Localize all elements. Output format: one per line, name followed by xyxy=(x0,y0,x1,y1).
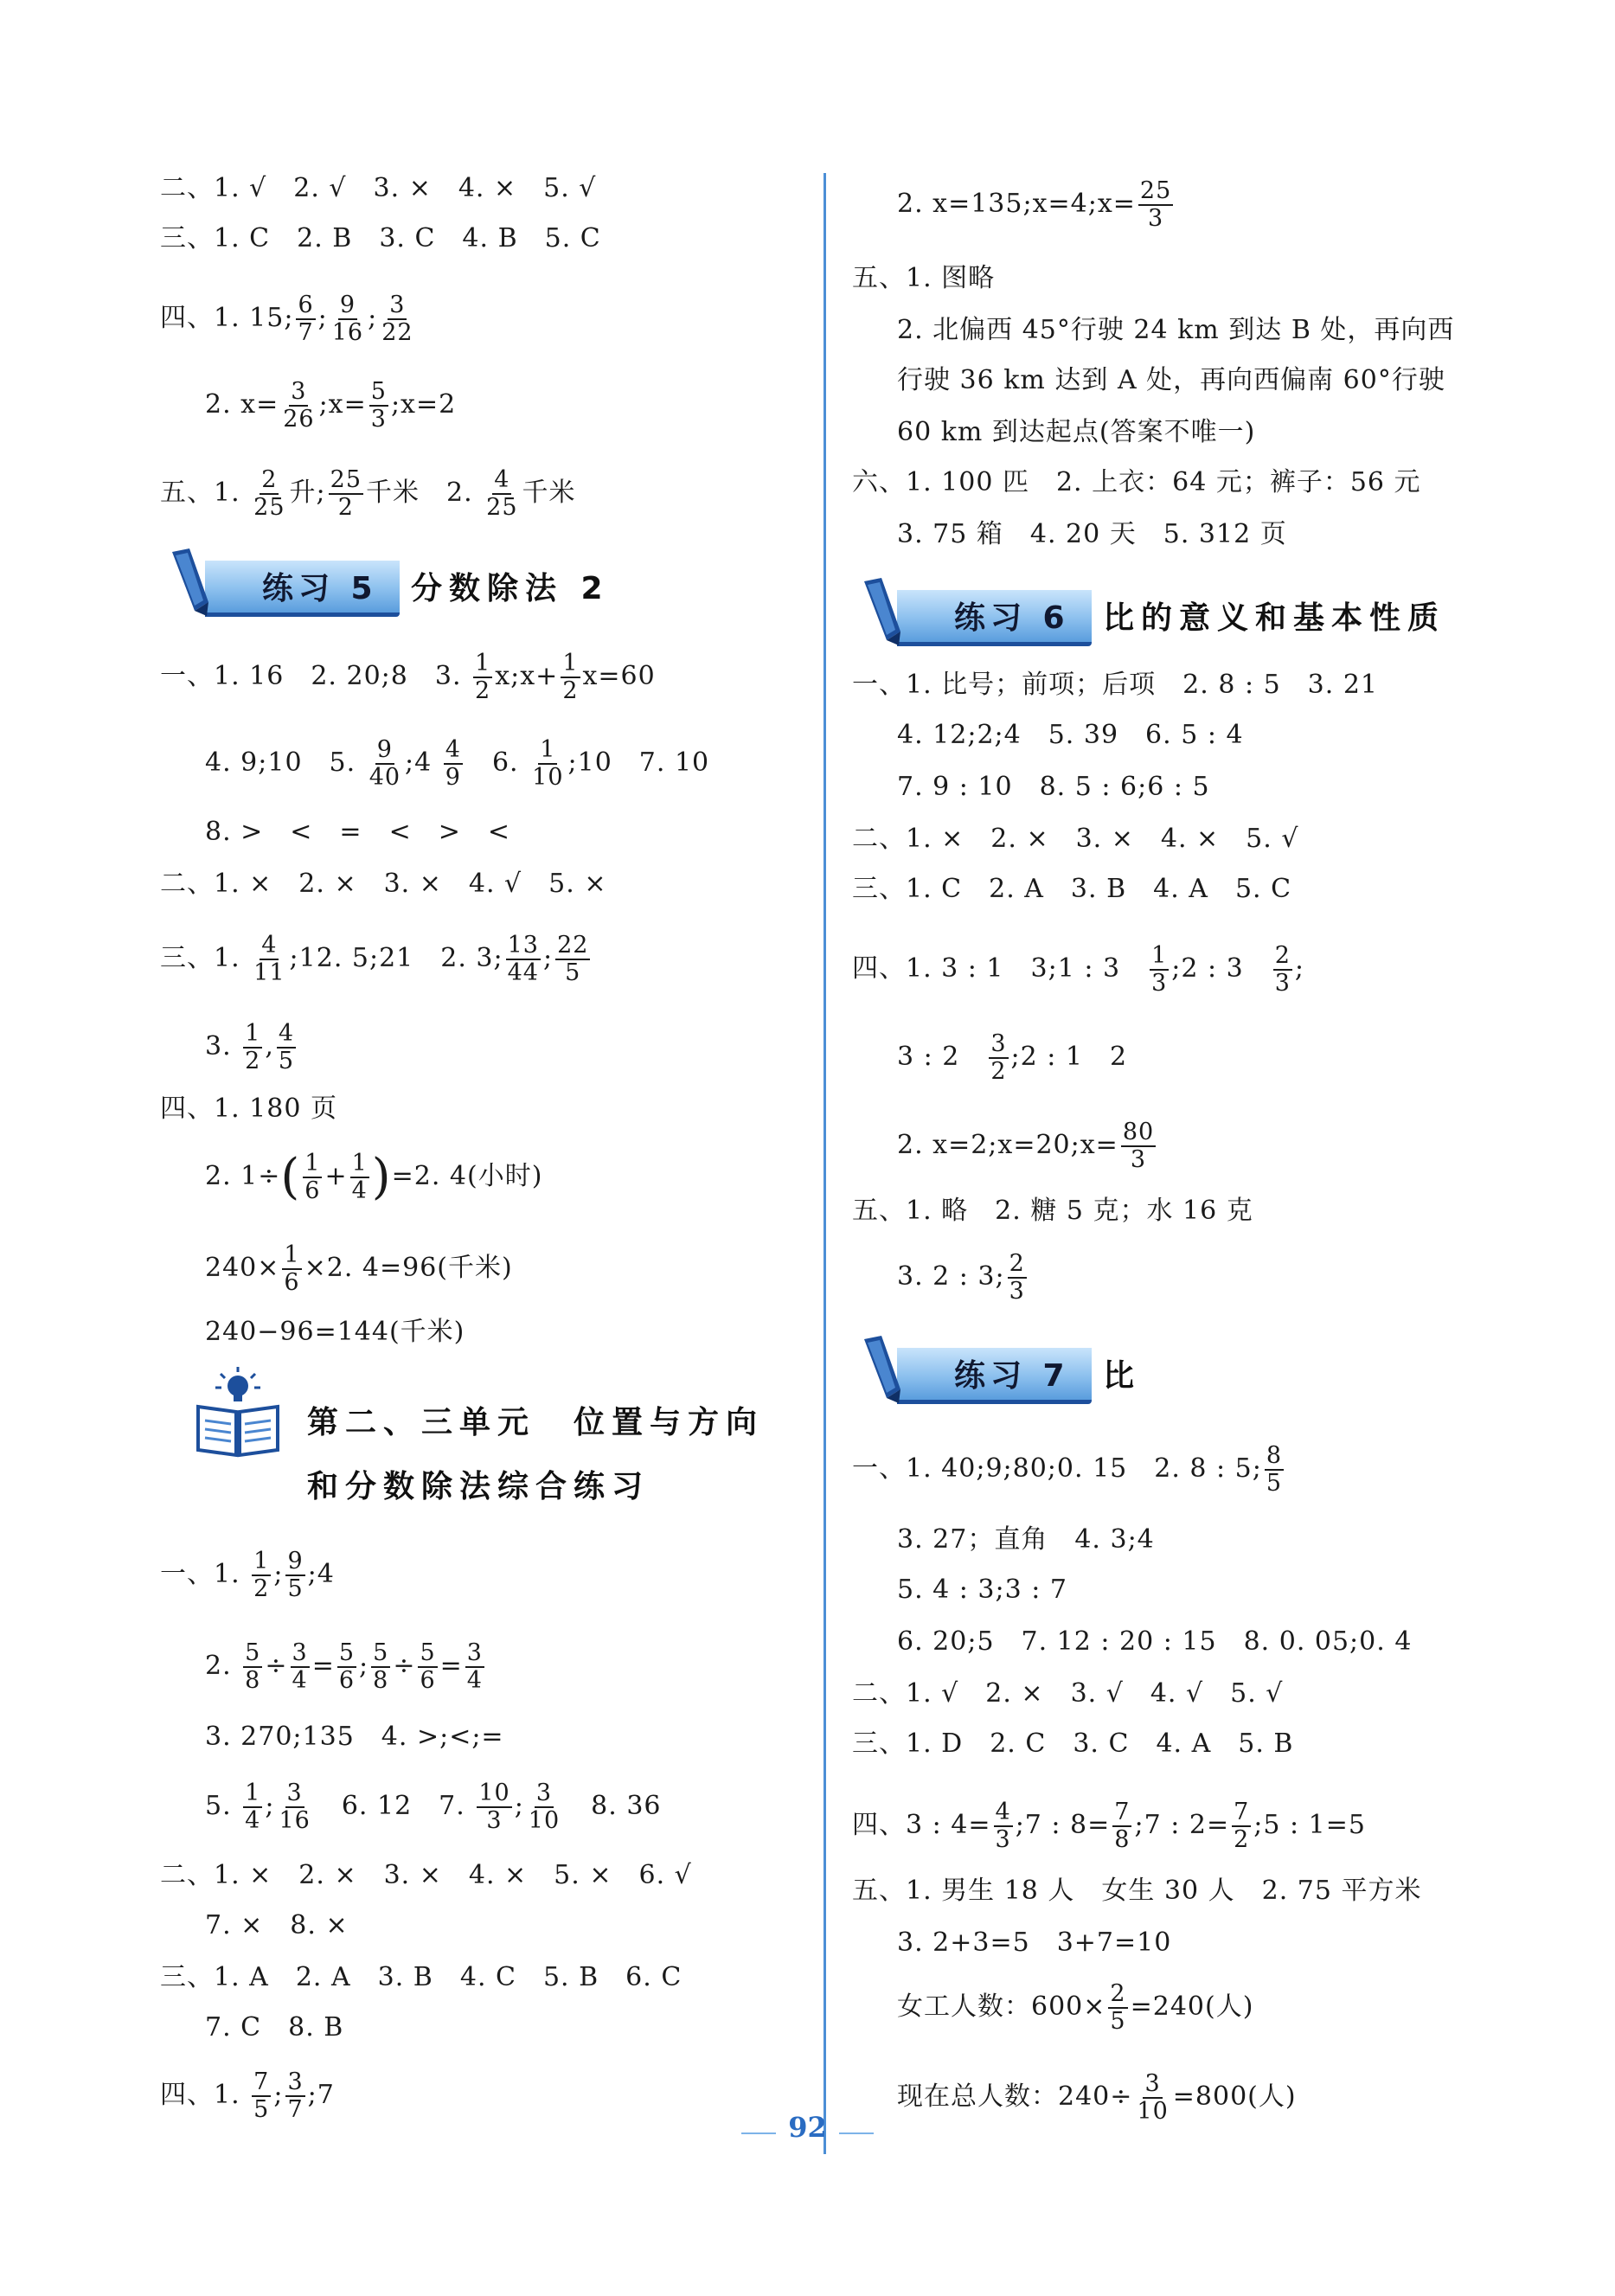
fraction-numerator: 13 xyxy=(507,932,539,959)
answer-line xyxy=(205,1021,298,1074)
text-fragment: 2. x=2;x=20;x= xyxy=(897,1130,1118,1160)
fraction-denominator: 9 xyxy=(445,764,461,791)
text-fragment: =2. 4(小时) xyxy=(391,1161,543,1191)
fraction-denominator: 5 xyxy=(278,1048,295,1074)
answer-line: 3. 75 箱 4. 20 天 5. 312 页 xyxy=(897,519,1287,549)
fraction xyxy=(477,1780,511,1834)
fraction-numerator: 8 xyxy=(1266,1442,1283,1469)
fraction-numerator: 5 xyxy=(245,1639,261,1666)
text-fragment: ;4 xyxy=(405,747,441,778)
text-fragment: ;5 : 1=5 xyxy=(1253,1810,1366,1840)
text-fragment: ÷ xyxy=(393,1651,416,1681)
section-label: 练习 6 xyxy=(954,600,1070,636)
answer-line xyxy=(897,178,1176,232)
fraction-denominator: 7 xyxy=(298,319,314,346)
fraction-numerator: 5 xyxy=(420,1639,436,1666)
fraction-numerator: 1 xyxy=(304,1150,321,1177)
answer-line: 6. 20;5 7. 12 : 20 : 15 8. 0. 05;0. 4 xyxy=(897,1626,1413,1657)
text-fragment: 3 : 2 xyxy=(897,1042,987,1072)
text-fragment: ; xyxy=(514,1791,524,1821)
fraction xyxy=(1112,1799,1131,1853)
fraction-numerator: 3 xyxy=(389,292,406,318)
text-fragment: ;2 : 3 xyxy=(1171,953,1271,984)
answer-line: 三、1. C 2. B 3. C 4. B 5. C xyxy=(160,223,601,253)
unit-title-line2: 和分数除法综合练习 xyxy=(307,1469,650,1504)
answer-line: 四、1. 180 页 xyxy=(160,1093,337,1124)
text-fragment: =800(人) xyxy=(1172,2081,1297,2112)
fraction xyxy=(350,1151,369,1204)
fraction-denominator: 10 xyxy=(1137,2098,1169,2125)
fraction xyxy=(291,1640,310,1694)
text-fragment: ; xyxy=(368,303,378,333)
fraction-denominator: 22 xyxy=(381,319,413,346)
answer-line xyxy=(160,292,418,346)
marker-icon xyxy=(856,578,904,647)
fraction xyxy=(369,379,388,433)
left-column xyxy=(160,0,800,2296)
fraction xyxy=(527,1780,561,1834)
fraction-denominator: 3 xyxy=(370,406,387,433)
fraction xyxy=(1108,1981,1127,2035)
fraction-numerator: 7 xyxy=(253,2068,270,2095)
fraction-numerator: 25 xyxy=(1139,177,1172,204)
answer-line: 二、1. √ 2. √ 3. × 4. × 5. √ xyxy=(160,173,597,203)
text-fragment: = xyxy=(439,1651,463,1681)
fraction xyxy=(506,933,541,986)
fraction-denominator: 40 xyxy=(369,764,401,791)
fraction-denominator: 16 xyxy=(331,319,364,346)
fraction-numerator: 2 xyxy=(1110,1980,1126,2007)
answer-line: 五、1. 略 2. 糖 5 克；水 16 克 xyxy=(852,1196,1253,1226)
answer-line xyxy=(852,1799,1366,1853)
fraction xyxy=(530,737,565,791)
fraction-numerator: 1 xyxy=(351,1150,368,1177)
fraction-numerator: 9 xyxy=(287,1548,304,1574)
text-fragment: x;x+ xyxy=(495,661,559,691)
answer-line xyxy=(205,1780,662,1834)
fraction-numerator: 10 xyxy=(478,1780,510,1806)
fraction-numerator: 1 xyxy=(1151,942,1168,969)
fraction-denominator: 6 xyxy=(284,1269,300,1296)
right-column xyxy=(852,0,1544,2296)
fraction xyxy=(285,1549,304,1602)
fraction xyxy=(252,1549,271,1602)
fraction xyxy=(418,1640,437,1694)
answer-line xyxy=(897,1031,1127,1085)
answer-line xyxy=(205,1151,542,1204)
fraction xyxy=(555,933,590,986)
parenthesis: ( xyxy=(280,1149,301,1205)
fraction-denominator: 2 xyxy=(253,1575,270,1602)
fraction xyxy=(330,292,365,346)
answer-line: 7. C 8. B xyxy=(205,2012,344,2043)
book-idea-icon xyxy=(195,1365,281,1460)
text-fragment: ;7 : 2= xyxy=(1134,1810,1230,1840)
fraction xyxy=(1232,1799,1251,1853)
text-fragment: x=60 xyxy=(582,661,656,691)
fraction-denominator: 5 xyxy=(253,2096,270,2123)
section-header-7 xyxy=(852,1332,1475,1415)
fraction-numerator: 1 xyxy=(253,1548,270,1574)
fraction xyxy=(329,467,363,521)
section-title: 分数除法 2 xyxy=(411,571,610,606)
fraction-denominator: 3 xyxy=(1147,205,1164,232)
text-fragment: 2. x= xyxy=(205,389,279,420)
answer-line xyxy=(160,933,593,986)
fraction-denominator: 4 xyxy=(466,1667,483,1694)
fraction-numerator: 4 xyxy=(278,1020,295,1047)
fraction xyxy=(277,1021,296,1074)
fraction-denominator: 3 xyxy=(1274,970,1291,997)
answer-line xyxy=(897,1119,1158,1173)
text-fragment: 3. xyxy=(205,1031,241,1061)
text-fragment: 3. 2 : 3; xyxy=(897,1261,1005,1292)
fraction-denominator: 8 xyxy=(245,1667,261,1694)
fraction-numerator: 2 xyxy=(261,466,278,493)
fraction-numerator: 2 xyxy=(1009,1250,1025,1277)
text-fragment: 千米 2. xyxy=(366,478,483,508)
fraction xyxy=(243,1021,262,1074)
marker-icon xyxy=(856,1336,904,1405)
fraction-denominator: 25 xyxy=(486,494,518,521)
fraction xyxy=(473,651,492,704)
page-number-dash-right xyxy=(839,2132,874,2134)
fraction-numerator: 1 xyxy=(245,1780,261,1806)
fraction-numerator: 9 xyxy=(376,736,393,763)
text-fragment: 8. 36 xyxy=(564,1791,662,1821)
parenthesis: ) xyxy=(371,1149,392,1205)
fraction xyxy=(1008,1251,1027,1305)
fraction xyxy=(368,737,402,791)
section-header-5 xyxy=(160,545,783,628)
fraction-numerator: 4 xyxy=(995,1799,1011,1825)
text-fragment: ; xyxy=(542,943,554,973)
fraction-denominator: 6 xyxy=(420,1667,436,1694)
marker-icon xyxy=(163,548,212,618)
fraction-numerator: 1 xyxy=(540,736,556,763)
fraction-numerator: 3 xyxy=(291,378,307,405)
fraction xyxy=(1138,178,1173,232)
text-fragment: ; xyxy=(317,303,328,333)
text-fragment: ; xyxy=(359,1651,369,1681)
fraction-denominator: 2 xyxy=(475,677,491,704)
text-fragment: ;2 : 1 2 xyxy=(1010,1042,1128,1072)
text-fragment: 四、1. xyxy=(160,2080,250,2110)
fraction xyxy=(296,292,315,346)
fraction-denominator: 4 xyxy=(292,1667,308,1694)
answer-line xyxy=(852,1443,1286,1497)
text-fragment: 三、1. xyxy=(160,943,250,973)
answer-line: 60 km 到达起点(答案不唯一) xyxy=(897,417,1256,447)
text-fragment: 2. 1÷ xyxy=(205,1161,281,1191)
fraction-denominator: 26 xyxy=(283,406,315,433)
fraction-numerator: 4 xyxy=(445,736,461,763)
fraction-denominator: 3 xyxy=(486,1807,503,1834)
fraction xyxy=(561,651,580,704)
fraction-denominator: 8 xyxy=(1114,1826,1131,1853)
text-fragment: ;x=2 xyxy=(390,389,457,420)
fraction-numerator: 1 xyxy=(284,1241,300,1268)
text-fragment: 千米 xyxy=(522,478,576,508)
text-fragment: ;x= xyxy=(318,389,367,420)
fraction-denominator: 5 xyxy=(1266,1470,1283,1497)
fraction-denominator: 10 xyxy=(532,764,564,791)
fraction-denominator: 25 xyxy=(253,494,285,521)
answer-line: 3. 270;135 4. >;<;= xyxy=(205,1722,504,1752)
fraction xyxy=(277,1780,311,1834)
text-fragment: 四、1. 3 : 1 3;1 : 3 xyxy=(852,953,1148,984)
answer-line xyxy=(160,651,656,704)
fraction xyxy=(243,1780,262,1834)
fraction-numerator: 6 xyxy=(298,292,314,318)
section-label: 练习 7 xyxy=(954,1358,1070,1394)
section-title: 比 xyxy=(1103,1358,1142,1394)
fraction-numerator: 3 xyxy=(1144,2070,1161,2097)
fraction-numerator: 80 xyxy=(1122,1119,1155,1145)
answer-line xyxy=(205,737,709,791)
text-fragment: + xyxy=(324,1161,348,1191)
text-fragment: 一、1. 40;9;80;0. 15 2. 8 : 5; xyxy=(852,1453,1262,1484)
answer-line: 5. 4 : 3;3 : 7 xyxy=(897,1574,1067,1605)
text-fragment: 2. xyxy=(205,1651,241,1681)
answer-line xyxy=(897,1981,1253,2035)
text-fragment: ;7 xyxy=(307,2080,335,2110)
text-fragment: 4. 9;10 5. xyxy=(205,747,365,778)
text-fragment: ;4 xyxy=(307,1559,335,1589)
answer-line: 五、1. 男生 18 人 女生 30 人 2. 75 平方米 xyxy=(852,1876,1422,1906)
fraction xyxy=(243,1640,262,1694)
fraction-numerator: 3 xyxy=(990,1030,1007,1057)
fraction-denominator: 3 xyxy=(995,1826,1011,1853)
answer-line: 240−96=144(千米) xyxy=(205,1317,465,1347)
answer-line xyxy=(160,467,576,521)
answer-line: 六、1. 100 匹 2. 上衣：64 元；裤子：56 元 xyxy=(852,467,1421,497)
text-fragment: 五、1. xyxy=(160,478,250,508)
fraction-denominator: 4 xyxy=(351,1177,368,1204)
text-fragment: 一、1. 16 2. 20;8 3. xyxy=(160,661,471,691)
fraction-denominator: 10 xyxy=(528,1807,561,1834)
answer-line xyxy=(897,1251,1029,1305)
text-fragment: 5. xyxy=(205,1791,241,1821)
answer-line: 二、1. × 2. × 3. × 4. × 5. √ xyxy=(852,824,1299,854)
fraction xyxy=(1121,1119,1156,1173)
fraction-denominator: 3 xyxy=(1130,1146,1147,1173)
fraction-numerator: 25 xyxy=(330,466,362,493)
fraction xyxy=(380,292,414,346)
unit-title-line1: 第二、三单元 位置与方向 xyxy=(307,1405,765,1440)
fraction-numerator: 5 xyxy=(370,378,387,405)
fraction xyxy=(989,1031,1008,1085)
text-fragment: 女工人数：600× xyxy=(897,1991,1106,2022)
answer-line xyxy=(205,1242,513,1296)
fraction-numerator: 3 xyxy=(292,1639,308,1666)
fraction xyxy=(252,467,286,521)
fraction-numerator: 9 xyxy=(339,292,356,318)
text-fragment: = xyxy=(311,1651,335,1681)
page-number-dash-left xyxy=(741,2132,776,2134)
answer-line: 8. > < = < > < xyxy=(205,817,510,847)
answer-line: 三、1. D 2. C 3. C 4. A 5. B xyxy=(852,1728,1294,1759)
fraction-denominator: 3 xyxy=(1009,1278,1025,1305)
text-fragment: , xyxy=(265,1031,274,1061)
section-label: 练习 5 xyxy=(262,571,378,606)
answer-line: 二、1. × 2. × 3. × 4. √ 5. × xyxy=(160,869,607,899)
fraction xyxy=(252,933,286,986)
fraction xyxy=(465,1640,484,1694)
text-fragment: ;7 : 8= xyxy=(1015,1810,1111,1840)
answer-line: 三、1. A 2. A 3. B 4. C 5. B 6. C xyxy=(160,1962,683,1992)
text-fragment: 2. x=135;x=4;x= xyxy=(897,189,1136,219)
page-number-text: 92 xyxy=(788,2111,827,2144)
text-fragment: ;10 7. 10 xyxy=(567,747,710,778)
answer-line: 五、1. 图略 xyxy=(852,263,996,293)
fraction xyxy=(337,1640,356,1694)
answer-line xyxy=(205,379,456,433)
fraction xyxy=(1150,943,1169,997)
fraction-numerator: 2 xyxy=(1274,942,1291,969)
fraction-numerator: 5 xyxy=(373,1639,389,1666)
fraction-denominator: 3 xyxy=(1151,970,1168,997)
fraction xyxy=(303,1151,322,1204)
fraction xyxy=(1265,1443,1284,1497)
fraction-denominator: 4 xyxy=(245,1807,261,1834)
fraction-numerator: 4 xyxy=(494,466,510,493)
fraction-denominator: 11 xyxy=(253,959,285,986)
answer-line: 4. 12;2;4 5. 39 6. 5 : 4 xyxy=(897,720,1244,750)
text-fragment: ×2. 4=96(千米) xyxy=(304,1253,513,1283)
text-fragment: ; xyxy=(273,2080,284,2110)
fraction-denominator: 5 xyxy=(565,959,581,986)
fraction-denominator: 5 xyxy=(287,1575,304,1602)
text-fragment: 一、1. xyxy=(160,1559,250,1589)
fraction xyxy=(371,1640,390,1694)
text-fragment: ; xyxy=(265,1791,275,1821)
fraction-denominator: 2 xyxy=(562,677,579,704)
text-fragment: 升; xyxy=(289,478,326,508)
text-fragment: ; xyxy=(1294,953,1305,984)
fraction xyxy=(484,467,519,521)
answer-line xyxy=(205,1640,487,1694)
column-divider xyxy=(824,173,826,2154)
text-fragment: ; xyxy=(273,1559,284,1589)
text-fragment: 6. xyxy=(465,747,529,778)
page-number xyxy=(0,2111,1615,2144)
unit-header xyxy=(160,1365,783,1521)
answer-line: 行驶 36 km 达到 A 处，再向西偏南 60°行驶 xyxy=(897,365,1445,395)
fraction-denominator: 2 xyxy=(245,1048,261,1074)
answer-line: 三、1. C 2. A 3. B 4. A 5. C xyxy=(852,874,1292,904)
fraction-denominator: 5 xyxy=(1110,2008,1126,2035)
answer-line: 一、1. 比号；前项；后项 2. 8 : 5 3. 21 xyxy=(852,670,1379,700)
answer-line: 3. 2+3=5 3+7=10 xyxy=(897,1927,1172,1958)
fraction-denominator: 2 xyxy=(337,494,354,521)
fraction-numerator: 3 xyxy=(286,1780,303,1806)
section-title: 比的意义和基本性质 xyxy=(1103,600,1446,636)
text-fragment: 240× xyxy=(205,1253,280,1283)
answer-line: 二、1. × 2. × 3. × 4. × 5. × 6. √ xyxy=(160,1860,692,1890)
text-fragment: ;12. 5;21 2. 3; xyxy=(289,943,503,973)
answer-line xyxy=(160,1549,335,1602)
section-header-6 xyxy=(852,574,1475,657)
fraction-numerator: 1 xyxy=(245,1020,261,1047)
text-fragment: 四、1. 15; xyxy=(160,303,294,333)
fraction-denominator: 7 xyxy=(287,2096,304,2123)
fraction-numerator: 1 xyxy=(475,650,491,677)
text-fragment: 四、3 : 4= xyxy=(852,1810,991,1840)
fraction-numerator: 7 xyxy=(1114,1799,1131,1825)
fraction-numerator: 1 xyxy=(562,650,579,677)
fraction-numerator: 5 xyxy=(338,1639,356,1666)
fraction-denominator: 6 xyxy=(338,1667,356,1694)
fraction-numerator: 22 xyxy=(557,932,589,959)
text-fragment: 现在总人数：240÷ xyxy=(897,2081,1133,2112)
fraction xyxy=(281,379,316,433)
fraction-denominator: 8 xyxy=(373,1667,389,1694)
fraction-numerator: 3 xyxy=(287,2068,304,2095)
fraction-numerator: 3 xyxy=(466,1639,483,1666)
fraction-numerator: 3 xyxy=(535,1780,553,1806)
answer-line: 7. 9 : 10 8. 5 : 6;6 : 5 xyxy=(897,772,1210,802)
fraction-denominator: 16 xyxy=(279,1807,311,1834)
fraction-denominator: 2 xyxy=(990,1058,1007,1085)
answer-line: 2. 北偏西 45°行驶 24 km 到达 B 处，再向西 xyxy=(897,315,1455,345)
fraction-numerator: 4 xyxy=(261,932,278,959)
answer-line: 7. × 8. × xyxy=(205,1910,349,1940)
fraction-denominator: 44 xyxy=(507,959,539,986)
text-fragment: 6. 12 7. xyxy=(314,1791,475,1821)
fraction-denominator: 2 xyxy=(1234,1826,1250,1853)
fraction xyxy=(282,1242,301,1296)
fraction xyxy=(1273,943,1292,997)
fraction-numerator: 7 xyxy=(1234,1799,1250,1825)
answer-line: 二、1. √ 2. × 3. √ 4. √ 5. √ xyxy=(852,1678,1284,1709)
answer-line xyxy=(852,943,1304,997)
text-fragment: ÷ xyxy=(265,1651,288,1681)
answer-line: 3. 27；直角 4. 3;4 xyxy=(897,1524,1155,1555)
fraction xyxy=(444,737,463,791)
fraction-denominator: 6 xyxy=(304,1177,321,1204)
fraction xyxy=(994,1799,1013,1853)
text-fragment: =240(人) xyxy=(1130,1991,1254,2022)
